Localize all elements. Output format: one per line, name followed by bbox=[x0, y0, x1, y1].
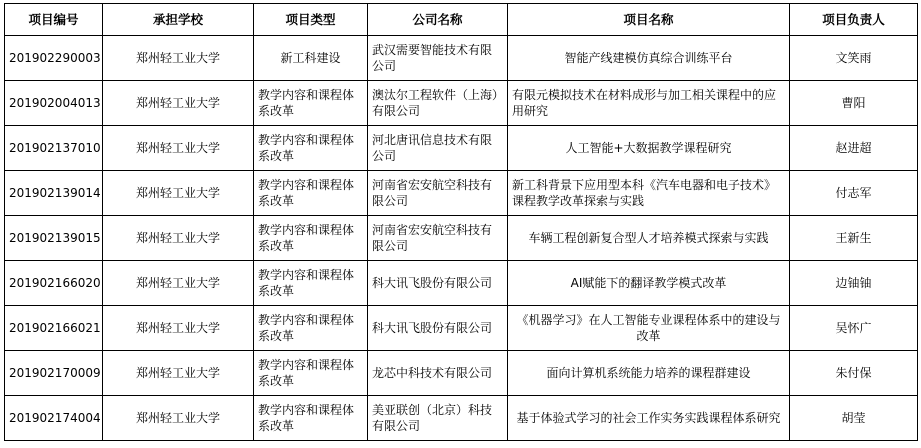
project-id-cell: 201902166021 bbox=[5, 306, 103, 351]
project-name-cell: 基于体验式学习的社会工作实务实践课程体系研究 bbox=[508, 396, 790, 441]
school-cell: 郑州轻工业大学 bbox=[103, 216, 254, 261]
project-id-cell: 201902174004 bbox=[5, 396, 103, 441]
project-id-cell: 201902170009 bbox=[5, 351, 103, 396]
leader-cell: 付志军 bbox=[790, 171, 918, 216]
company-cell: 河北唐讯信息技术有限公司 bbox=[368, 126, 508, 171]
leader-cell: 胡莹 bbox=[790, 396, 918, 441]
school-cell: 郑州轻工业大学 bbox=[103, 396, 254, 441]
header-project-type: 项目类型 bbox=[254, 4, 368, 36]
header-school: 承担学校 bbox=[103, 4, 254, 36]
header-project-name: 项目名称 bbox=[508, 4, 790, 36]
school-cell: 郑州轻工业大学 bbox=[103, 351, 254, 396]
project-type-cell: 教学内容和课程体系改革 bbox=[254, 306, 368, 351]
header-leader: 项目负责人 bbox=[790, 4, 918, 36]
school-cell: 郑州轻工业大学 bbox=[103, 171, 254, 216]
project-name-cell: 智能产线建模仿真综合训练平台 bbox=[508, 36, 790, 81]
school-cell: 郑州轻工业大学 bbox=[103, 306, 254, 351]
company-cell: 澳汰尔工程软件（上海）有限公司 bbox=[368, 81, 508, 126]
school-cell: 郑州轻工业大学 bbox=[103, 81, 254, 126]
project-name-cell: 新工科背景下应用型本科《汽车电器和电子技术》课程教学改革探索与实践 bbox=[508, 171, 790, 216]
leader-cell: 吴怀广 bbox=[790, 306, 918, 351]
project-type-cell: 教学内容和课程体系改革 bbox=[254, 171, 368, 216]
project-id-cell: 201902004013 bbox=[5, 81, 103, 126]
company-cell: 河南省宏安航空科技有限公司 bbox=[368, 171, 508, 216]
header-company: 公司名称 bbox=[368, 4, 508, 36]
leader-cell: 王新生 bbox=[790, 216, 918, 261]
projects-table bbox=[4, 3, 918, 441]
project-type-cell: 教学内容和课程体系改革 bbox=[254, 81, 368, 126]
company-cell: 科大讯飞股份有限公司 bbox=[368, 261, 508, 306]
company-cell: 河南省宏安航空科技有限公司 bbox=[368, 216, 508, 261]
table-row bbox=[5, 396, 918, 441]
table-row bbox=[5, 306, 918, 351]
leader-cell: 曹阳 bbox=[790, 81, 918, 126]
project-type-cell: 教学内容和课程体系改革 bbox=[254, 351, 368, 396]
table-row bbox=[5, 36, 918, 81]
leader-cell: 边铀铀 bbox=[790, 261, 918, 306]
school-cell: 郑州轻工业大学 bbox=[103, 36, 254, 81]
company-cell: 科大讯飞股份有限公司 bbox=[368, 306, 508, 351]
project-id-cell: 201902290003 bbox=[5, 36, 103, 81]
project-name-cell: 有限元模拟技术在材料成形与加工相关课程中的应用研究 bbox=[508, 81, 790, 126]
leader-cell: 文笑雨 bbox=[790, 36, 918, 81]
project-id-cell: 201902137010 bbox=[5, 126, 103, 171]
project-name-cell: 《机器学习》在人工智能专业课程体系中的建设与改革 bbox=[508, 306, 790, 351]
project-id-cell: 201902166020 bbox=[5, 261, 103, 306]
school-cell: 郑州轻工业大学 bbox=[103, 261, 254, 306]
company-cell: 美亚联创（北京）科技有限公司 bbox=[368, 396, 508, 441]
table-row bbox=[5, 81, 918, 126]
project-name-cell: 车辆工程创新复合型人才培养模式探索与实践 bbox=[508, 216, 790, 261]
table-row bbox=[5, 126, 918, 171]
school-cell: 郑州轻工业大学 bbox=[103, 126, 254, 171]
company-cell: 龙芯中科技术有限公司 bbox=[368, 351, 508, 396]
leader-cell: 赵进超 bbox=[790, 126, 918, 171]
leader-cell: 朱付保 bbox=[790, 351, 918, 396]
project-type-cell: 新工科建设 bbox=[254, 36, 368, 81]
company-cell: 武汉需要智能技术有限公司 bbox=[368, 36, 508, 81]
project-type-cell: 教学内容和课程体系改革 bbox=[254, 396, 368, 441]
project-type-cell: 教学内容和课程体系改革 bbox=[254, 261, 368, 306]
project-name-cell: AI赋能下的翻译教学模式改革 bbox=[508, 261, 790, 306]
project-name-cell: 人工智能+大数据教学课程研究 bbox=[508, 126, 790, 171]
header-row bbox=[5, 4, 918, 36]
header-project-id: 项目编号 bbox=[5, 4, 103, 36]
table-row bbox=[5, 216, 918, 261]
table-row bbox=[5, 261, 918, 306]
project-name-cell: 面向计算机系统能力培养的课程群建设 bbox=[508, 351, 790, 396]
table-row bbox=[5, 351, 918, 396]
project-id-cell: 201902139014 bbox=[5, 171, 103, 216]
project-type-cell: 教学内容和课程体系改革 bbox=[254, 126, 368, 171]
project-type-cell: 教学内容和课程体系改革 bbox=[254, 216, 368, 261]
project-id-cell: 201902139015 bbox=[5, 216, 103, 261]
table-row bbox=[5, 171, 918, 216]
